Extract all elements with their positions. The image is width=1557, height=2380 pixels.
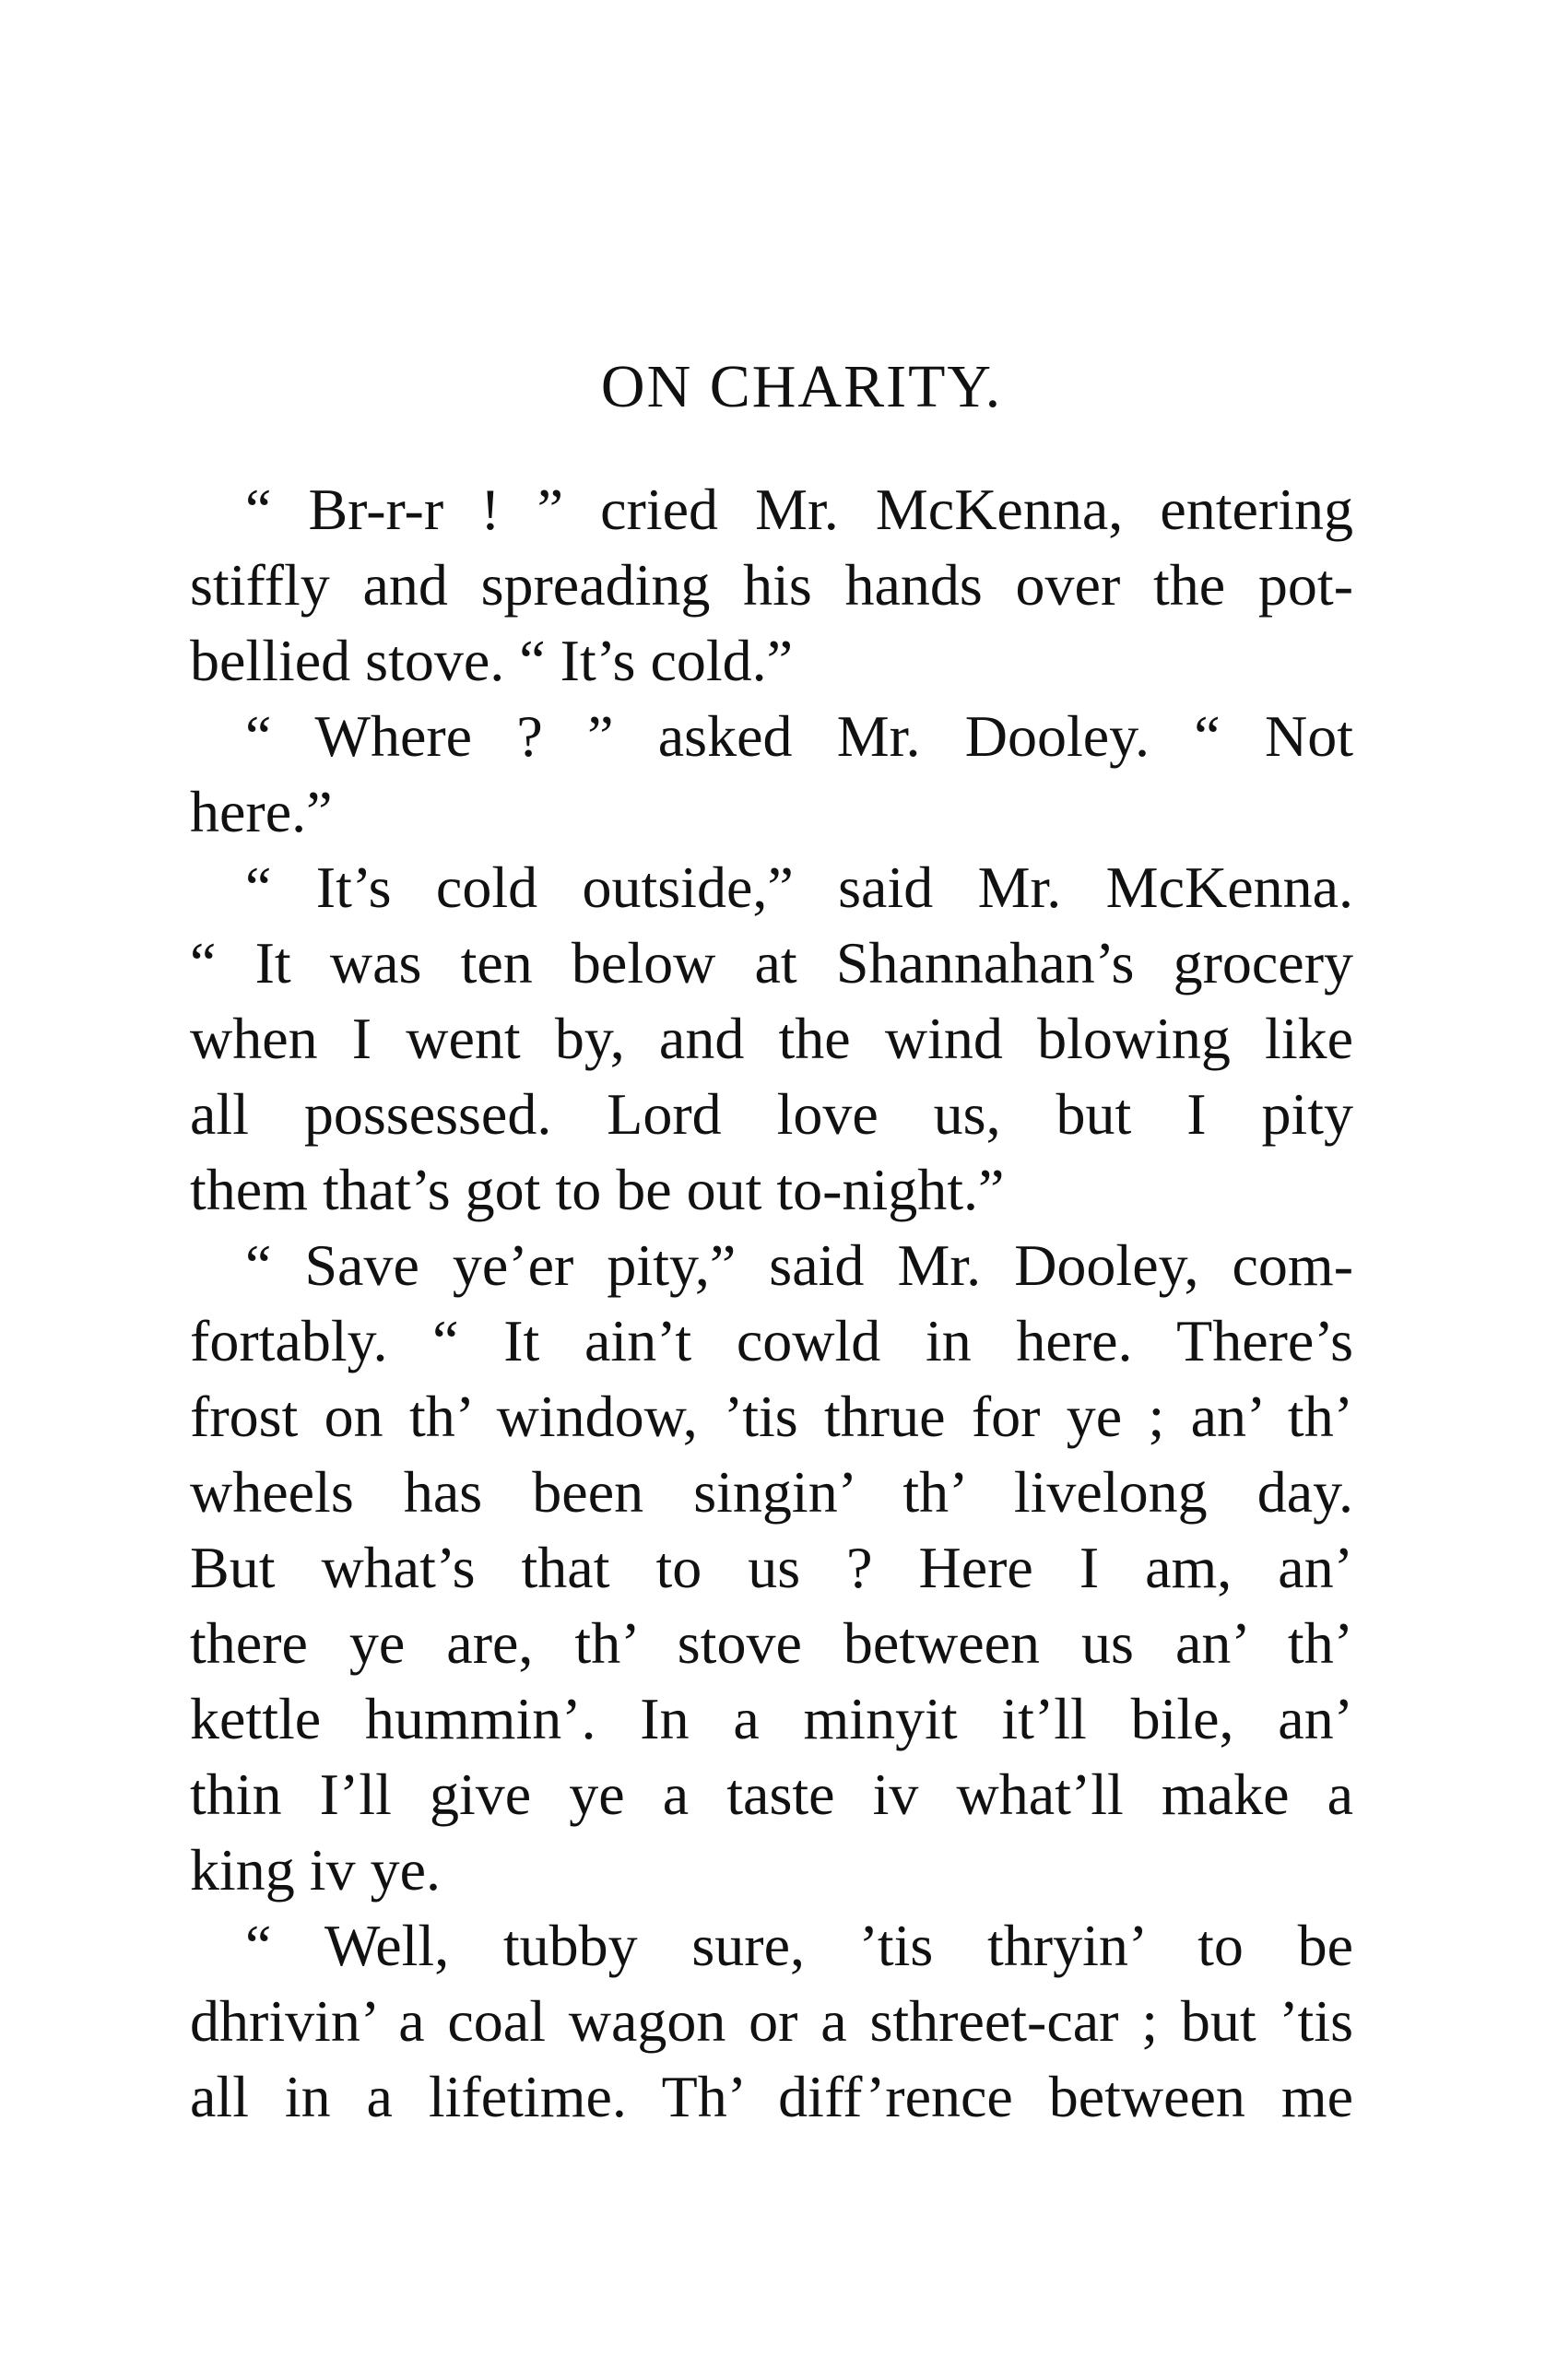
text-line: here.” bbox=[190, 779, 333, 844]
text-line: them that’s got to be out to-night.” bbox=[190, 1157, 1005, 1222]
text-line: “ Well, tubby sure, ’tis thryin’ to be bbox=[245, 1913, 1353, 1978]
text-line: “ Save ye’er pity,” said Mr. Dooley, com- bbox=[245, 1232, 1353, 1298]
text-line: dhrivin’ a coal wagon or a sthreet-car ; but ’tis bbox=[190, 1988, 1353, 2054]
text-line: But what’s that to us ? Here I am, an’ bbox=[190, 1535, 1353, 1600]
text-line: king iv ye. bbox=[190, 1837, 441, 1903]
text-line: thin I’ll give ye a taste iv what’ll make a bbox=[190, 1761, 1353, 1827]
text-line: stiffly and spreading his hands over the pot- bbox=[190, 552, 1353, 618]
text-line: kettle hummin’. In a minyit it’ll bile, an’ bbox=[190, 1686, 1353, 1751]
text-line: frost on th’ window, ’tis thrue for ye ; an’ th’ bbox=[190, 1384, 1353, 1449]
text-line: “ Where ? ” asked Mr. Dooley. “ Not bbox=[245, 703, 1353, 769]
text-line: when I went by, and the wind blowing like bbox=[190, 1006, 1353, 1071]
text-line: all possessed. Lord love us, but I pity bbox=[190, 1081, 1353, 1147]
text-line: there ye are, th’ stove between us an’ th’ bbox=[190, 1610, 1353, 1676]
chapter-title: ON CHARITY. bbox=[600, 353, 1003, 420]
text-line: all in a lifetime. Th’ diff’rence between me bbox=[190, 2064, 1353, 2129]
body-text bbox=[190, 472, 1353, 2135]
text-line: fortably. “ It ain’t cowld in here. There’s bbox=[190, 1308, 1353, 1373]
text-line: “ It was ten below at Shannahan’s grocery bbox=[190, 930, 1353, 996]
text-line: bellied stove. “ It’s cold.” bbox=[190, 628, 794, 693]
text-line: “ Br-r-r ! ” cried Mr. McKenna, entering bbox=[245, 477, 1353, 542]
text-line: “ It’s cold outside,” said Mr. McKenna. bbox=[245, 854, 1353, 920]
text-line: wheels has been singin’ th’ livelong day. bbox=[190, 1459, 1353, 1525]
